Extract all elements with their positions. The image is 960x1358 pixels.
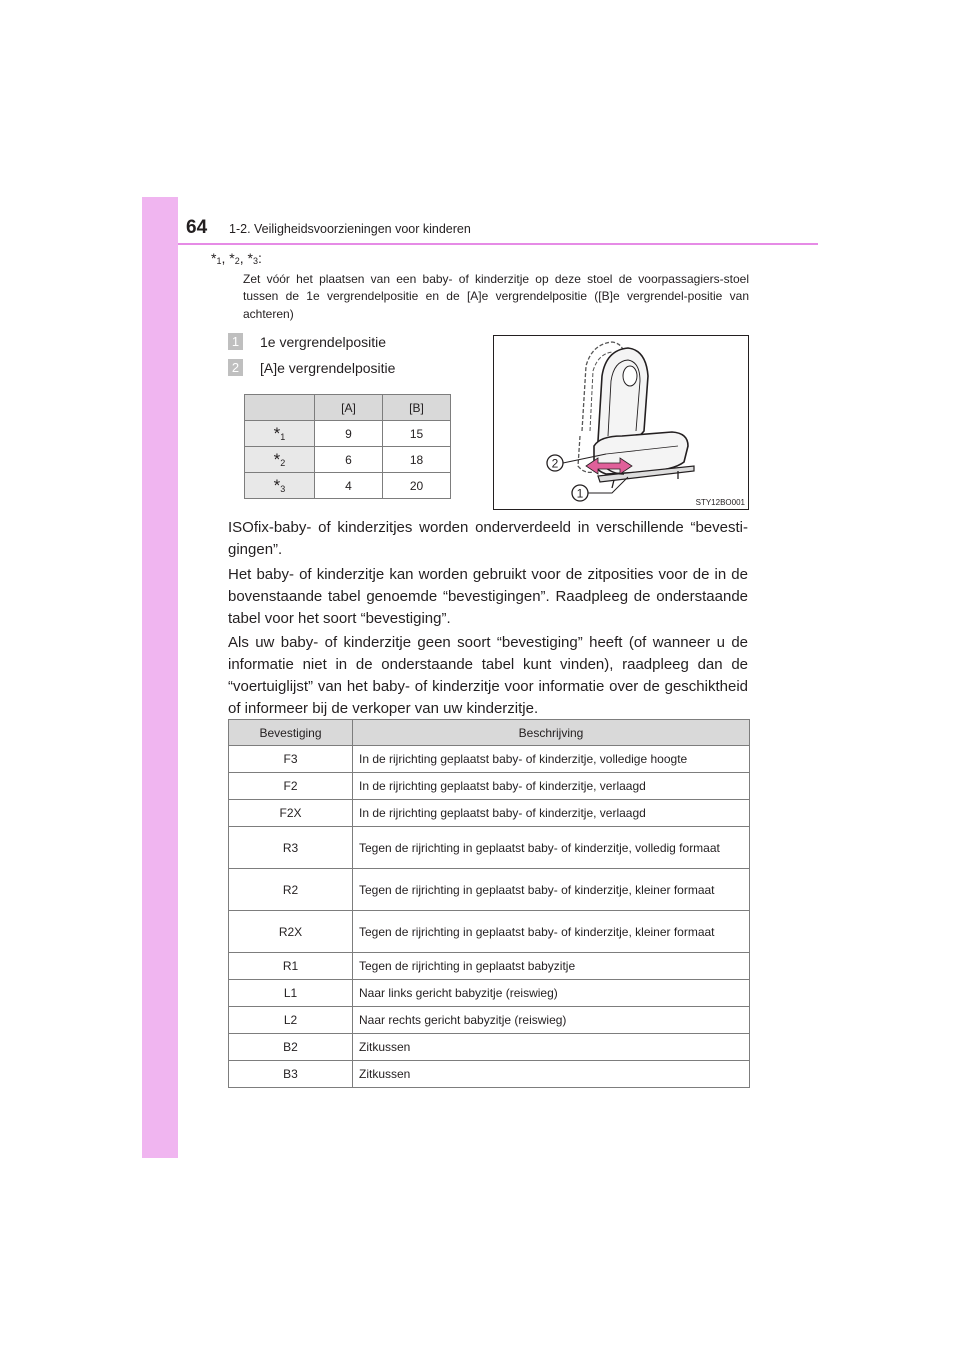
callout-2 xyxy=(228,359,395,376)
row-mark: $*_2$ xyxy=(245,447,315,473)
value-b: 15 xyxy=(383,421,451,447)
table-row xyxy=(229,1034,750,1061)
header-divider xyxy=(178,243,818,245)
fixture-description: Zitkussen xyxy=(353,1034,750,1061)
page-number: 64 xyxy=(186,217,208,238)
table-header-row xyxy=(229,720,750,746)
figure-callout-1: 1 xyxy=(576,486,584,501)
callout-number-2: 2 xyxy=(228,359,243,376)
value-b: 20 xyxy=(383,473,451,499)
fixture-description: Tegen de rijrichting in geplaatst baby- of kinderzitje, volledig formaat xyxy=(353,827,750,869)
fixture-description: Tegen de rijrichting in geplaatst baby- of kinderzitje, kleiner formaat xyxy=(353,869,750,911)
table-row xyxy=(229,1061,750,1088)
table-row xyxy=(229,911,750,953)
paragraph-1: ISOfix-baby- of kinderzitjes worden onderverdeeld in verschillende “bevesti-gingen”. xyxy=(228,519,748,558)
callout-1 xyxy=(228,333,386,350)
seat-drawing xyxy=(494,336,749,510)
footnote-text: Zet vóór het plaatsen van een baby- of kinderzitje op deze stoel de voorpassagiers-stoel tussen de 1e vergrendelpositie en de [A]e vergrendelpositie ([B]e vergrendel-positie van achteren) xyxy=(243,272,749,321)
fixture-description: Zitkussen xyxy=(353,1061,750,1088)
fixture-description: In de rijrichting geplaatst baby- of kinderzitje, verlaagd xyxy=(353,800,750,827)
paragraph-2: Het baby- of kinderzitje kan worden gebruikt voor de zitposities voor de in de bovenstaande tabel genoemde “bevestigingen”. Raadpleeg de onderstaande tabel voor het soort “bevestiging”. xyxy=(228,566,748,627)
section-sidebar-tab xyxy=(142,197,178,1158)
table-row xyxy=(245,447,451,473)
value-a: 4 xyxy=(315,473,383,499)
fixture-description: Tegen de rijrichting in geplaatst babyzitje xyxy=(353,953,750,980)
table-row xyxy=(229,1007,750,1034)
fixture-table xyxy=(228,719,750,1088)
table-row xyxy=(229,953,750,980)
seat-illustration xyxy=(493,335,749,510)
table-header-cell: [A] xyxy=(315,395,383,421)
callout-number-1: 1 xyxy=(228,333,243,350)
fixture-code: B2 xyxy=(229,1034,353,1061)
value-b: 18 xyxy=(383,447,451,473)
row-mark: $*_1$ xyxy=(245,421,315,447)
fixture-description: Tegen de rijrichting in geplaatst baby- of kinderzitje, kleiner formaat xyxy=(353,911,750,953)
figure-code: STY12BO001 xyxy=(695,498,745,507)
footnote-marks: $*_1$, $*_2$, $*_3$: xyxy=(211,250,262,266)
fixture-description: Naar rechts gericht babyzitje (reiswieg) xyxy=(353,1007,750,1034)
table-row xyxy=(245,473,451,499)
paragraph-3: Als uw baby- of kinderzitje geen soort “bevestiging” heeft (of wanneer u de informatie niet in de onderstaande tabel kunt vinden), raadpleeg dan de “voertuiglijst” van het baby- of kinderzitje voor informatie over de geschiktheid of informeer bij de verkoper van uw kinderzitje. xyxy=(228,634,748,717)
fixture-code: L1 xyxy=(229,980,353,1007)
fixture-code: R1 xyxy=(229,953,353,980)
callout-label-1: 1e vergrendelpositie xyxy=(260,333,387,350)
fixture-code: F2 xyxy=(229,773,353,800)
value-a: 9 xyxy=(315,421,383,447)
table-header-cell: [B] xyxy=(383,395,451,421)
table-header-cell xyxy=(245,395,315,421)
table-row xyxy=(229,746,750,773)
fixture-code: R2 xyxy=(229,869,353,911)
fixture-code: L2 xyxy=(229,1007,353,1034)
row-mark: $*_3$ xyxy=(245,473,315,499)
fixture-code: R2X xyxy=(229,911,353,953)
fixture-code: R3 xyxy=(229,827,353,869)
value-a: 6 xyxy=(315,447,383,473)
header-fixture: Bevestiging xyxy=(229,720,353,746)
fixture-description: In de rijrichting geplaatst baby- of kinderzitje, verlaagd xyxy=(353,773,750,800)
figure-callout-2: 2 xyxy=(551,456,559,471)
callout-label-2: [A]e vergrendelpositie xyxy=(260,359,396,376)
table-header-row xyxy=(245,395,451,421)
fixture-code: B3 xyxy=(229,1061,353,1088)
table-row xyxy=(229,800,750,827)
table-row xyxy=(229,869,750,911)
fixture-code: F2X xyxy=(229,800,353,827)
table-row xyxy=(229,980,750,1007)
fixture-code: F3 xyxy=(229,746,353,773)
fixture-description: In de rijrichting geplaatst baby- of kinderzitje, volledige hoogte xyxy=(353,746,750,773)
lock-position-table xyxy=(244,394,451,499)
header-description: Beschrijving xyxy=(353,720,750,746)
table-row xyxy=(229,827,750,869)
fixture-description: Naar links gericht babyzitje (reiswieg) xyxy=(353,980,750,1007)
table-row xyxy=(245,421,451,447)
section-title: 1-2. Veiligheidsvoorzieningen voor kinderen xyxy=(229,222,471,236)
table-row xyxy=(229,773,750,800)
